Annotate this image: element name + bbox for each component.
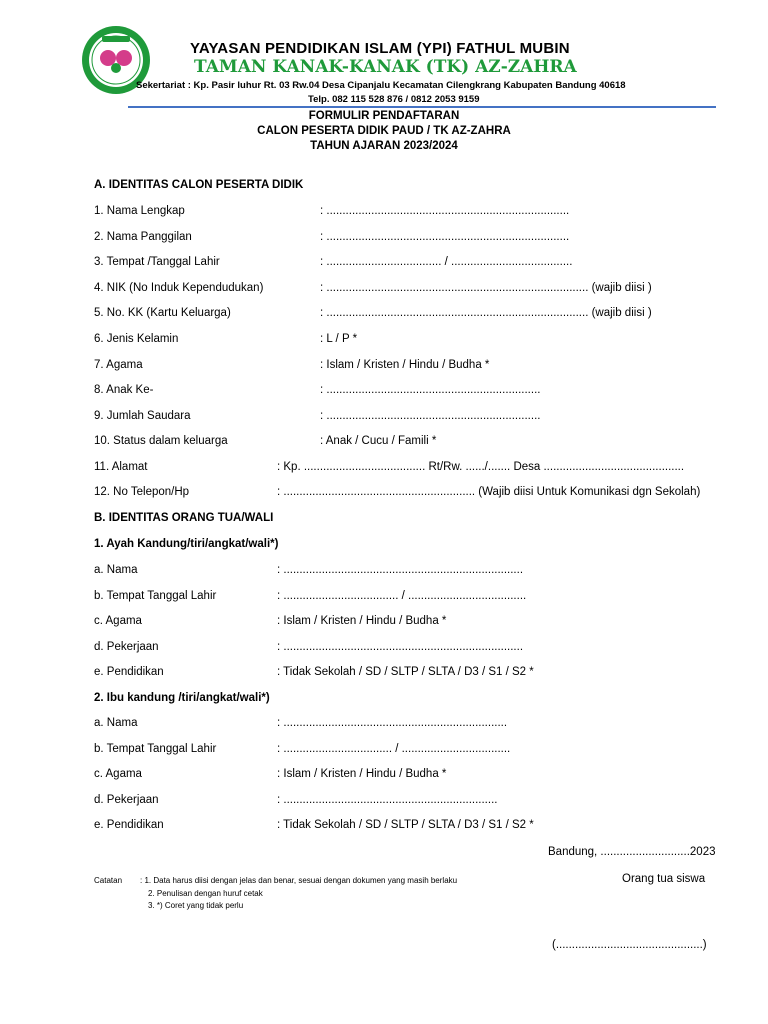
field-ayah-input-3[interactable]: : Islam / Kristen / Hindu / Budha * [277,615,447,628]
field-a-input-4[interactable]: : .................................................................................. (wajib diisi ) [320,281,652,294]
note-3: 3. *) Coret yang tidak perlu [148,901,244,910]
school-phone: Telp. 082 115 528 876 / 0812 2053 9159 [308,94,480,105]
field-a-input-5[interactable]: : .................................................................................. (wajib diisi ) [320,307,652,320]
field-a-label-10: 10. Status dalam keluarga [94,435,228,448]
header-divider [128,106,716,108]
field-ibu-input-5[interactable]: : Tidak Sekolah / SD / SLTP / SLTA / D3 / S1 / S2 * [277,819,534,832]
field-ibu-label-2: b. Tempat Tanggal Lahir [94,742,217,755]
field-input-telepon[interactable]: : ............................................................ (Wajib diisi Untuk Komunikasi dgn Sekolah) [277,486,701,498]
field-ayah-label-1: a. Nama [94,564,138,576]
field-a-label-8: 8. Anak Ke- [94,384,154,397]
form-subtitle: CALON PESERTA DIDIK PAUD / TK AZ-ZAHRA [257,125,511,137]
field-ayah-input-4[interactable]: : ........................................................................... [277,640,524,653]
field-a-input-1[interactable]: : ............................................................................ [320,205,570,217]
field-ayah-input-2[interactable]: : .................................... / ..................................... [277,589,527,602]
field-ibu-input-4[interactable]: : ................................................................... [277,793,498,806]
field-ayah-label-4: d. Pekerjaan [94,640,159,653]
field-a-input-7[interactable]: : Islam / Kristen / Hindu / Budha * [320,358,490,371]
field-label-alamat: 11. Alamat [94,461,148,473]
field-a-label-5: 5. No. KK (Kartu Keluarga) [94,307,231,320]
field-ayah-label-5: e. Pendidikan [94,666,164,679]
signer-label: Orang tua siswa [622,873,706,885]
field-a-label-1: 1. Nama Lengkap [94,205,185,217]
field-ibu-label-1: a. Nama [94,717,138,729]
field-a-label-7: 7. Agama [94,358,143,371]
field-ibu-input-3[interactable]: : Islam / Kristen / Hindu / Budha * [277,768,447,781]
field-ayah-input-5[interactable]: : Tidak Sekolah / SD / SLTP / SLTA / D3 / S1 / S2 * [277,666,534,679]
note-1: : 1. Data harus diisi dengan jelas dan benar, sesuai dengan dokumen yang masih berlaku [140,876,458,885]
school-name: TAMAN KANAK-KANAK (TK) AZ-ZAHRA [194,57,577,77]
foundation-name: YAYASAN PENDIDIKAN ISLAM (YPI) FATHUL MUBIN [190,40,570,57]
field-a-label-2: 2. Nama Panggilan [94,230,192,243]
school-address: Sekertariat : Kp. Pasir luhur Rt. 03 Rw.04 Desa Cipanjalu Kecamatan Cilengkrang Kabupaten Bandung 40618 [136,80,626,91]
field-a-input-9[interactable]: : ................................................................... [320,409,541,422]
field-a-input-8[interactable]: : ................................................................... [320,384,541,397]
field-a-label-9: 9. Jumlah Saudara [94,409,191,422]
field-a-input-10[interactable]: : Anak / Cucu / Famili * [320,435,437,448]
field-ibu-label-5: e. Pendidikan [94,819,164,832]
notes-label: Catatan [94,876,123,885]
ibu-heading: 2. Ibu kandung /tiri/angkat/wali*) [94,692,270,704]
note-2: 2. Penulisan dengan huruf cetak [148,889,263,898]
field-ayah-label-2: b. Tempat Tanggal Lahir [94,589,217,602]
place-date[interactable]: Bandung, ............................2023 [548,846,716,858]
field-a-label-3: 3. Tempat /Tanggal Lahir [94,256,220,269]
field-a-input-3[interactable]: : .................................... / ...................................... [320,256,573,269]
section-b-heading: B. IDENTITAS ORANG TUA/WALI [94,512,274,524]
field-a-label-6: 6. Jenis Kelamin [94,333,179,345]
field-ibu-input-1[interactable]: : ...................................................................... [277,717,508,729]
field-a-input-2[interactable]: : ............................................................................ [320,230,570,243]
field-ibu-label-4: d. Pekerjaan [94,793,159,806]
field-a-label-4: 4. NIK (No Induk Kependudukan) [94,281,264,294]
field-ayah-input-1[interactable]: : ........................................................................... [277,564,524,576]
field-label-telepon: 12. No Telepon/Hp [94,486,190,498]
ayah-heading: 1. Ayah Kandung/tiri/angkat/wali*) [94,538,279,550]
form-title: FORMULIR PENDAFTARAN [308,110,460,122]
field-input-alamat[interactable]: : Kp. ...................................... Rt/Rw. ....../....... Desa ............................................ [277,461,685,473]
field-ibu-input-2[interactable]: : .................................. / .................................. [277,742,511,755]
section-a-heading: A. IDENTITAS CALON PESERTA DIDIK [94,179,304,191]
signature-line[interactable]: (..............................................) [552,939,707,951]
field-ibu-label-3: c. Agama [94,768,142,781]
field-a-input-6[interactable]: : L / P * [320,333,358,345]
form-year: TAHUN AJARAN 2023/2024 [310,140,458,152]
field-ayah-label-3: c. Agama [94,615,142,628]
